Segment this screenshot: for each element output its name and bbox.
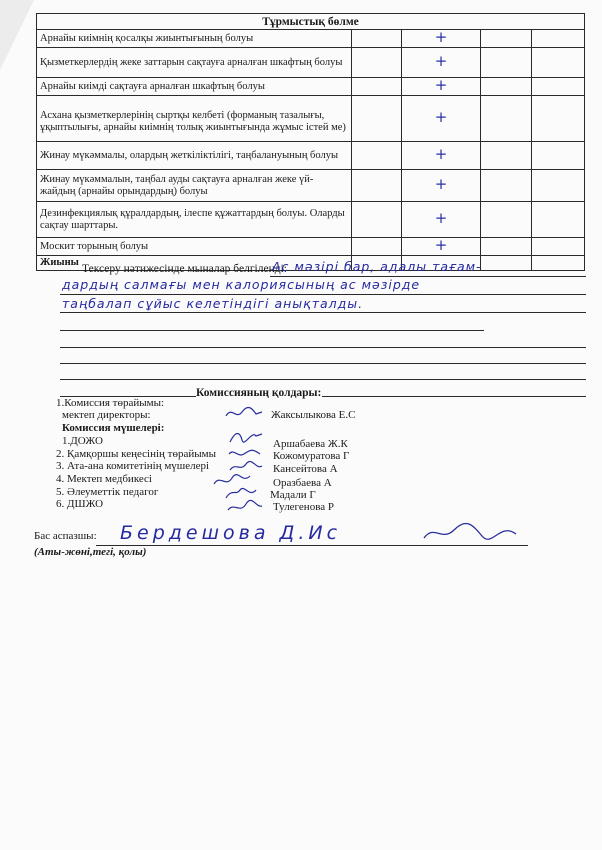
table-row (37, 30, 585, 48)
table-row (37, 48, 585, 78)
handwritten-note-line: Ас мәзірі бар, адалы тағам- (272, 259, 482, 274)
row-text: Дезинфекциялық құралдардың, ілеспе құжаттардың болуы. Оларды сақтау шарттары. (37, 202, 352, 238)
member-role: 4. Мектеп медбикесі (56, 473, 152, 485)
member-role: 2. Қамқоршы кеңесінің төрайымы (56, 448, 216, 460)
plus-mark: + (434, 209, 448, 227)
member-name: Тулегенова Р (273, 501, 334, 513)
note-rule (322, 396, 586, 397)
plus-mark: + (434, 145, 448, 163)
head-cook-signature-icon (420, 520, 520, 546)
member-name: Кожомуратова Г (273, 450, 350, 462)
signature-rule (96, 545, 528, 546)
table-section-row (37, 14, 585, 30)
note-rule (60, 363, 586, 364)
row-text: Қызметкерлердің жеке заттарын сақтауға арналған шкафтың болуы (37, 48, 352, 78)
handwritten-note-line: дардың салмағы мен калориясының ас мәзірде (62, 277, 421, 292)
note-rule (60, 330, 484, 331)
plus-mark: + (434, 236, 448, 254)
total-label: Жиыны (37, 256, 352, 271)
section-title: Тұрмыстық бөлме (37, 14, 585, 30)
plus-mark: + (434, 52, 448, 70)
member-name: Аршабаева Ж.К (273, 438, 348, 450)
member-role: 6. ДШЖО (56, 498, 104, 510)
note-rule (270, 276, 586, 277)
row-text: Жинау мүкәммалын, таңбал ауды сақтауға арналған жеке үй-жайдың (арнайы орындардың) болуы (37, 170, 352, 202)
table-row (37, 238, 585, 256)
inspection-table (36, 13, 585, 271)
notes-label: Тексеру нәтижесінде мыналар белгіленді: (82, 263, 287, 275)
row-text: Арнайы киімді сақтауға арналған шкафтың болуы (37, 78, 352, 96)
commission-title: Комиссияның қолдары: (196, 387, 322, 399)
note-rule (60, 294, 586, 295)
plus-mark: + (434, 175, 448, 193)
chair-role: мектеп директоры: (62, 409, 151, 421)
table-row (37, 202, 585, 238)
folded-corner (0, 0, 34, 70)
handwritten-note-line: таңбалап сұйыс келетіндігі анықталды. (62, 296, 364, 311)
table-row (37, 142, 585, 170)
table-row (37, 170, 585, 202)
chair-signature-icon (224, 404, 264, 422)
plus-mark: + (434, 28, 448, 46)
note-rule (60, 312, 586, 313)
member-name: Мадали Г (270, 489, 316, 501)
row-text: Асхана қызметкерлерінің сыртқы келбеті (форманың тазалығы, ұқыптылығы, арнайы киімнің толық жиынтығында жұмыс істей ме) (37, 96, 352, 142)
member-role: 1.ДОЖО (62, 435, 103, 447)
chair-name: Жаксылыкова Е.С (271, 409, 356, 421)
member-name: Оразбаева А (273, 477, 332, 489)
head-cook-hint: (Аты-жөні,тегі, қолы) (34, 546, 147, 558)
table-row (37, 96, 585, 142)
head-cook-label: Бас аспазшы: (34, 530, 97, 542)
plus-mark: + (434, 76, 448, 94)
member-role: 5. Әлеуметтік педагог (56, 486, 159, 498)
row-text: Жинау мүкәммалы, олардың жеткіліктілігі, таңбалануының болуы (37, 142, 352, 170)
note-rule (60, 347, 586, 348)
row-text: Москит торының болуы (37, 238, 352, 256)
note-rule (60, 379, 586, 380)
member-name: Кансейтова А (273, 463, 338, 475)
table-row (37, 78, 585, 96)
member-role: 3. Ата-ана комитетінің мүшелері (56, 460, 210, 472)
row-text: Арнайы киімнің қосалқы жиынтығының болуы (37, 30, 352, 48)
chair-label: 1.Комиссия төрайымы: (56, 397, 165, 409)
head-cook-handwritten: Бердешова Д.Ис (120, 522, 342, 544)
plus-mark: + (434, 108, 448, 126)
members-title: Комиссия мүшелері: (62, 422, 165, 434)
member-signature-icon (224, 498, 264, 516)
